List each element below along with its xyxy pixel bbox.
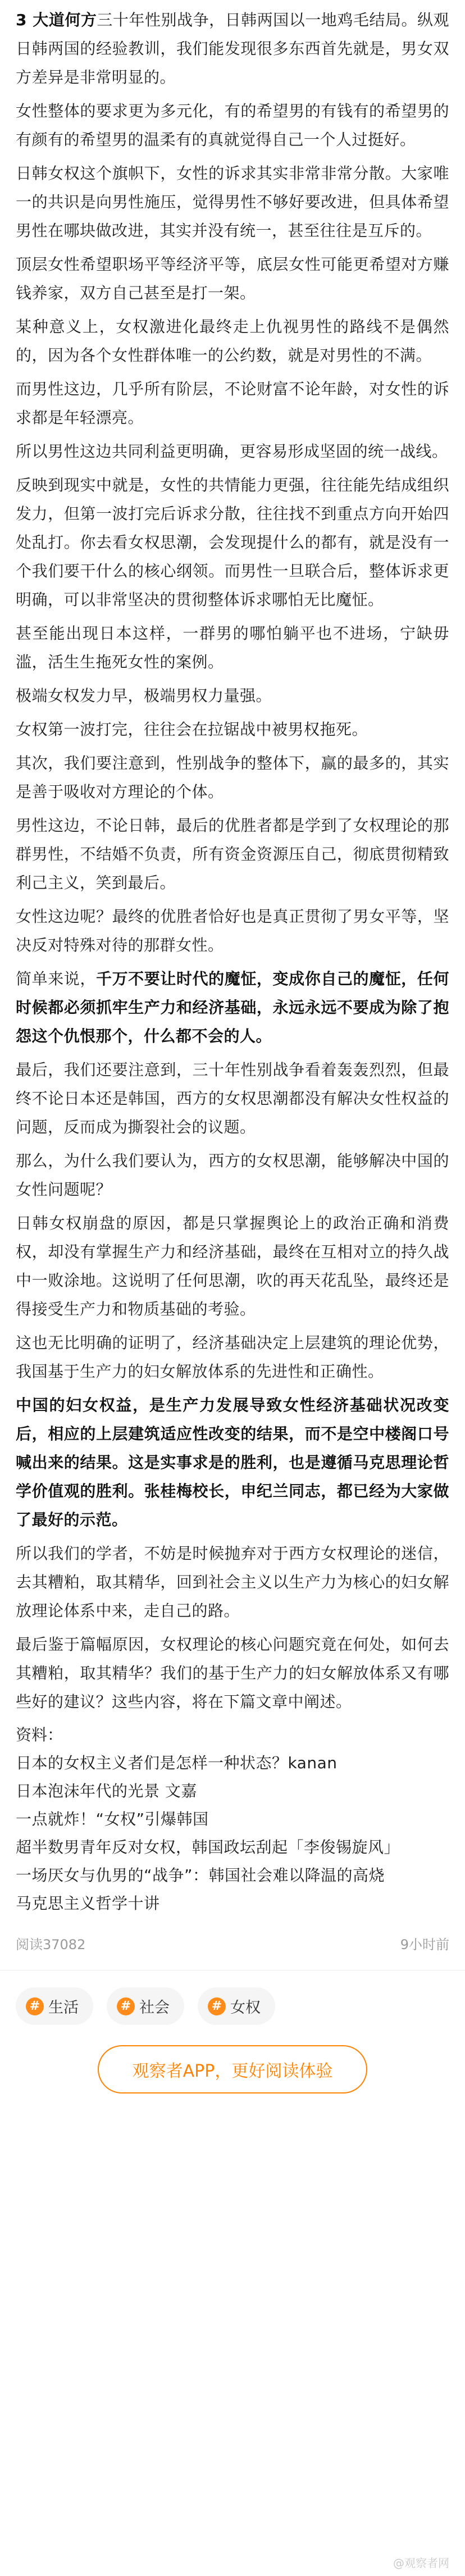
references-title: 资料： [16, 1726, 63, 1744]
article-paragraph: 男性这边，不论日韩，最后的优胜者都是学到了女权理论的那群男性，不结婚不负责，所有资金资源压自己，彻底贯彻精致利己主义，笑到最后。 [16, 816, 449, 892]
emphasis-text: 千万不要让时代的魔怔，变成你自己的魔怔，任何时候都必须抓牢生产力和经济基础，永远永远不要成为除了抱怨这个仇恨那个，什么都不会的人。 [16, 970, 449, 1045]
article-body [16, 6, 449, 1716]
article-paragraph: 这也无比明确的证明了，经济基础决定上层建筑的理论优势，我国基于生产力的妇女解放体系的先进性和正确性。 [16, 1333, 449, 1381]
article-paragraph: 而男性这边，几乎所有阶层，不论财富不论年龄，对女性的诉求都是年轻漂亮。 [16, 380, 449, 427]
article-paragraph: 女性整体的要求更为多元化，有的希望男的有钱有的希望男的有颜有的希望男的温柔有的真就觉得自己一个人过挺好。 [16, 102, 449, 149]
article-paragraph: 某种意义上，女权激进化最终走上仇视男性的路线不是偶然的，因为各个女性群体唯一的公约数，就是对男性的不满。 [16, 317, 449, 365]
references-section [16, 1721, 449, 1918]
hashtag-icon: # [117, 1997, 135, 2015]
article-paragraph: 其次，我们要注意到，性别战争的整体下，赢的最多的，其实是善于吸收对方理论的个体。 [16, 754, 449, 801]
article-paragraph: 所以男性这边共同利益更明确，更容易形成坚固的统一战线。 [16, 442, 448, 461]
article-paragraph [16, 964, 449, 1050]
hashtag-icon: # [26, 1997, 44, 2015]
article-paragraph: 最后鉴于篇幅原因，女权理论的核心问题究竟在何处，如何去其糟粕，取其精华？我们的基于生产力的妇女解放体系又有哪些好的建议？这些内容，将在下篇文章中阐述。 [16, 1635, 449, 1711]
article-paragraph: 甚至能出现日本这样，一群男的哪怕躺平也不进场，宁缺毋滥，活生生拖死女性的案例。 [16, 624, 449, 671]
article-paragraph: 所以我们的学者，不妨是时候抛弃对于西方女权理论的迷信，去其糟粕，取其精华，回到社会主义以生产力为核心的妇女解放理论体系中来，走自己的路。 [16, 1544, 449, 1620]
read-count: 阅读37082 [16, 1937, 86, 1953]
reference-link[interactable]: 超半数男青年反对女权，韩国政坛刮起「李俊锡旋风」 [16, 1838, 400, 1856]
article-paragraph: 反映到现实中就是，女性的共情能力更强，往往能先结成组织发力，但第一波打完后诉求分散，往往找不到重点方向开始四处乱打。你去看女权思潮，会发现提什么的都有，就是没有一个我们要干什么的核心纲领。而男性一旦联合后，整体诉求更明确，可以非常坚决的贯彻整体诉求哪怕无比魔怔。 [16, 476, 449, 609]
watermark: @观察者网 [393, 2556, 449, 2570]
paragraph-text: 简单来说， [16, 970, 96, 988]
open-app-button[interactable]: 观察者APP，更好阅读体验 [98, 2045, 367, 2093]
tag-label: 女权 [230, 1999, 261, 2017]
article-paragraph: 日韩女权这个旗帜下，女性的诉求其实非常非常分散。大家唯一的共识是向男性施压，觉得男性不够好要改进，但具体希望男性在哪块做改进，其实并没有统一，甚至往往是互斥的。 [16, 164, 449, 240]
article-paragraph [16, 1391, 449, 1534]
tag-list [16, 1987, 449, 2025]
tag-label: 生活 [48, 1999, 79, 2017]
reference-link[interactable]: 日本泡沫年代的光景 文嘉 [16, 1782, 197, 1800]
topic-tag[interactable] [16, 1987, 93, 2025]
paragraph-text: 三十年性别战争，日韩两国以一地鸡毛结局。纵观日韩两国的经验教训，我们能发现很多东西首先就是，男女双方差异是非常明显的。 [16, 11, 449, 87]
hashtag-icon: # [208, 1997, 226, 2015]
time-ago: 9小时前 [400, 1937, 449, 1953]
reference-link[interactable]: 一场厌女与仇男的“战争”：韩国社会难以降温的高烧 [16, 1866, 385, 1885]
topic-tag[interactable] [107, 1987, 184, 2025]
article-paragraph: 女权第一波打完，往往会在拉锯战中被男权拖死。 [16, 720, 368, 739]
article-paragraph: 女性这边呢？最终的优胜者恰好也是真正贯彻了男女平等，坚决反对特殊对待的那群女性。 [16, 907, 449, 954]
article-paragraph: 极端女权发力早，极端男权力量强。 [16, 686, 272, 705]
reference-link[interactable]: 日本的女权主义者们是怎样一种状态？kanan [16, 1754, 338, 1772]
article-paragraph: 日韩女权崩盘的原因，都是只掌握舆论上的政治正确和消费权，却没有掌握生产力和经济基础，最终在互相对立的持久战中一败涂地。这说明了任何思潮，吹的再天花乱坠，最终还是得接受生产力和物质基础的考验。 [16, 1214, 449, 1318]
tag-label: 社会 [139, 1999, 170, 2017]
reference-link[interactable]: 马克思主义哲学十讲 [16, 1894, 160, 1913]
topic-tag[interactable] [198, 1987, 275, 2025]
article-meta [16, 1933, 449, 1953]
section-heading: 3 大道何方 [16, 11, 97, 29]
reference-link[interactable]: 一点就炸！“女权”引爆韩国 [16, 1810, 209, 1828]
article-paragraph: 最后，我们还要注意到，三十年性别战争看着轰轰烈烈，但最终不论日本还是韩国，西方的女权思潮都没有解决女性权益的问题，反而成为撕裂社会的议题。 [16, 1061, 449, 1136]
references-list [16, 1749, 449, 1918]
article-paragraph [16, 6, 449, 92]
article-paragraph: 那么，为什么我们要认为，西方的女权思潮，能够解决中国的女性问题呢？ [16, 1152, 449, 1199]
emphasis-text: 中国的妇女权益，是生产力发展导致女性经济基础状况改变后，相应的上层建筑适应性改变的结果，而不是空中楼阁口号喊出来的结果。这是实事求是的胜利，也是遵循马克思理论哲学价值观的胜利。张桂梅校长，申纪兰同志，都已经为大家做了最好的示范。 [16, 1396, 449, 1529]
article-paragraph: 顶层女性希望职场平等经济平等，底层女性可能更希望对方赚钱养家，双方自己甚至是打一架。 [16, 255, 449, 302]
